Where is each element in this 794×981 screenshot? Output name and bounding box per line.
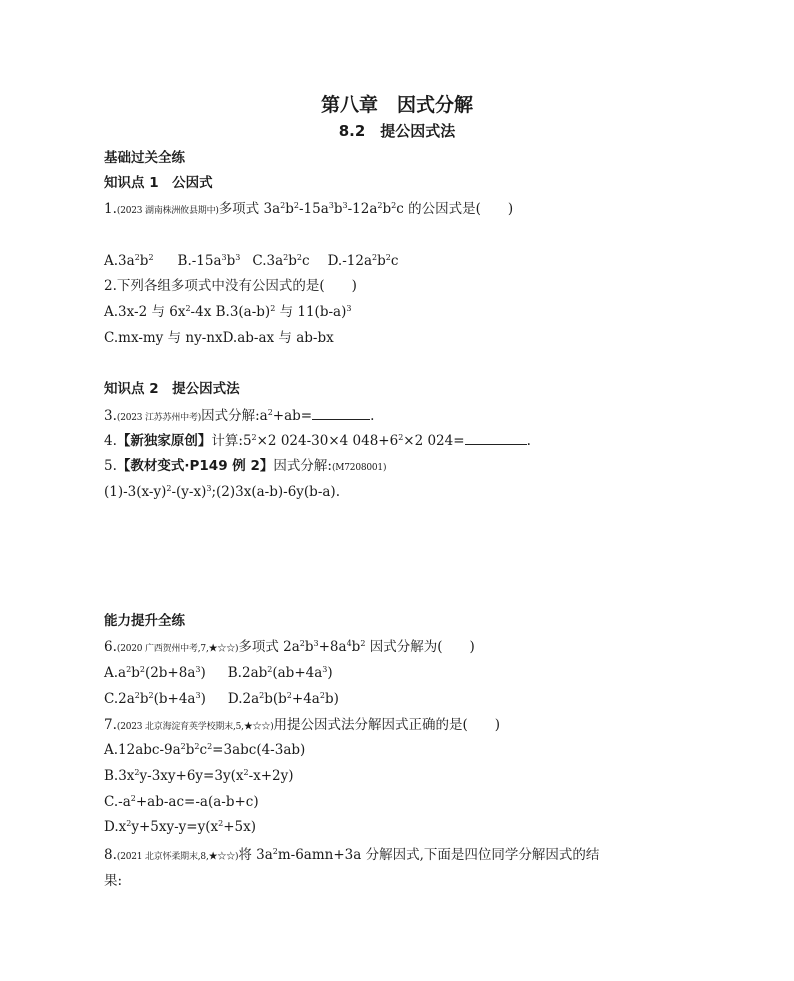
- q1-options: [104, 252, 398, 270]
- q6-option-a[interactable]: $A.a^2b^2(2b+8a^3)$: [104, 665, 206, 681]
- q4-answer-blank[interactable]: [465, 432, 527, 445]
- q7-option-b[interactable]: $B.3x^2y-3xy+6y=3y(x^2-x+2y)$: [104, 768, 294, 784]
- q2-options-cd[interactable]: C.mx-my 与 ny-nxD.ab-ax 与 ab-bx: [104, 330, 334, 346]
- q5-subparts: $(1)-3(x-y)^2-(y-x)^3;(2)3x(a-b)-6y(b-a)$.: [104, 484, 340, 500]
- q8-stem-continued: 果:: [104, 873, 123, 889]
- q7-option-c[interactable]: $C.-a^2+ab-ac=-a(a-b+c)$: [104, 794, 259, 810]
- q4-stem: 4.【新独家原创】计算$:5^2\times 2$ 024-30×4 $048+6^2\times 2$ 024= .: [104, 433, 531, 449]
- q8-stem: 8.(2021 北京怀柔期末,8,★☆☆)将 $3a^2m-6amn+3a$ 分解因式,下面是四位同学分解因式的结: [104, 847, 600, 863]
- q6-options-cd: [104, 690, 339, 708]
- q7-stem: 7.(2023 北京海淀育英学校期末,5,★☆☆)用提公因式法分解因式正确的是( ): [104, 717, 501, 733]
- q2-stem: 2.下列各组多项式中没有公因式的是( ): [104, 278, 357, 294]
- q6-option-d[interactable]: $D.2a^2b(b^2+4a^2b)$: [227, 691, 339, 707]
- kp1-heading: 知识点 1 公因式: [104, 175, 213, 191]
- q1-option-c[interactable]: $C.3a^2b^2c$: [252, 253, 310, 269]
- part1-heading: 基础过关全练: [104, 150, 185, 166]
- q1-option-b[interactable]: $B.-15a^3b^3$: [177, 253, 241, 269]
- q1-stem: 1.(2023 湖南株洲攸县期中)多项式 $3a^2b^2-15a^3b^3-12a^2b^2c$ 的公因式是( ): [104, 201, 514, 217]
- q6-option-c[interactable]: $C.2a^2b^2(b+4a^3)$: [104, 691, 206, 707]
- q1-option-a[interactable]: $A.3a^2b^2$: [104, 253, 154, 269]
- section-title: 8.2 提公因式法: [338, 122, 456, 140]
- q7-option-d[interactable]: $D.x^2y+5xy-y=y(x^2+5x)$: [104, 819, 256, 835]
- q3-stem: 3.(2023 江苏苏州中考)因式分解$:a^2+ab=$ .: [104, 408, 375, 424]
- q2-options-ab[interactable]: A.3x-2 与 $6x^2-4x$ $B.3(a-b)^2$ 与 $11(b-a)^3$: [104, 304, 352, 320]
- kp2-heading: 知识点 2 提公因式法: [104, 381, 240, 397]
- q6-stem: 6.(2020 广西贺州中考,7,★☆☆)多项式 $2a^2b^3+8a^4b^2$ 因式分解为( ): [104, 639, 475, 655]
- chapter-title: 第八章 因式分解: [320, 94, 473, 116]
- q5-stem: 5.【教材变式·P149 例 2】因式分解:(M7208001): [104, 458, 387, 474]
- part2-heading: 能力提升全练: [104, 613, 185, 629]
- q7-option-a[interactable]: $A.12abc-9a^2b^2c^2=3abc(4-3ab)$: [104, 742, 306, 758]
- q6-options-ab: [104, 664, 333, 682]
- q1-option-d[interactable]: $D.-12a^2b^2c$: [327, 253, 399, 269]
- q6-option-b[interactable]: $B.2ab^2(ab+4a^3)$: [227, 665, 333, 681]
- q3-answer-blank[interactable]: [312, 407, 370, 420]
